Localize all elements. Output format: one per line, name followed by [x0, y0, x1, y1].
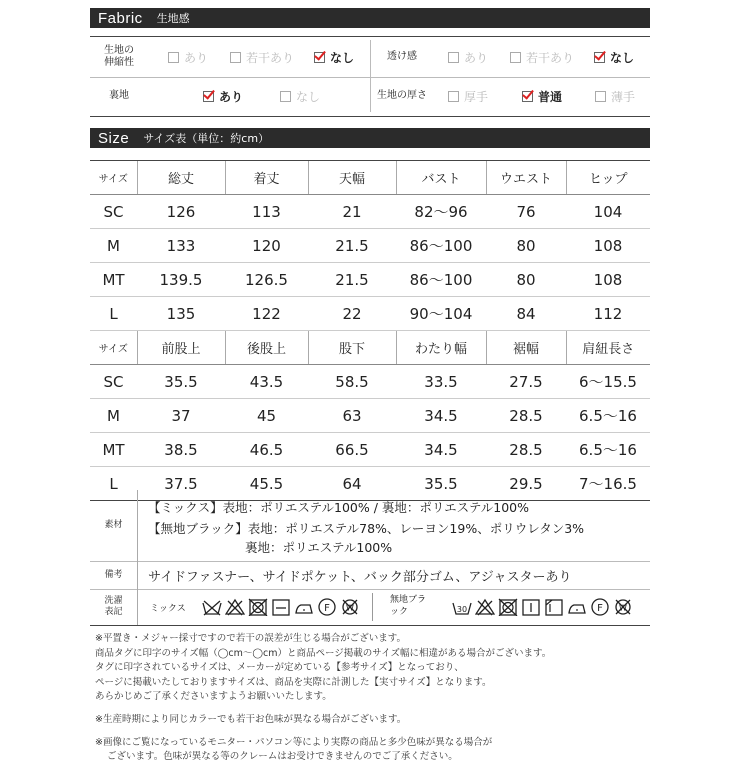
checked-checkbox-icon: [314, 52, 325, 63]
header-cell: 天幅: [308, 161, 396, 195]
note-line: ※平置き・メジャー採寸ですので若干の誤差が生じる場合がございます。: [95, 633, 407, 644]
wash-tub-icon: [452, 598, 472, 616]
header-cell: 着丈: [225, 161, 308, 195]
stretch-label-text: 生地の伸縮性: [104, 45, 134, 68]
sheer-label-text: 透け感: [387, 51, 417, 62]
size-label-cell: サイズ: [90, 331, 137, 365]
washing-plain-label: 無地ブラック: [390, 595, 427, 617]
value-cell: 90〜104: [396, 297, 486, 331]
table-row: [90, 263, 650, 297]
value-cell: 133: [137, 229, 225, 263]
value-cell: 37.5: [137, 467, 225, 501]
table-row: [90, 433, 650, 467]
header-cell: 股下: [308, 331, 396, 365]
svg-text:30: 30: [456, 605, 468, 614]
checked-checkbox-icon: [522, 91, 533, 102]
table-row: [90, 195, 650, 229]
value-cell: 45.5: [225, 467, 308, 501]
option-text: 若干あり: [246, 50, 295, 65]
value-cell: 29.5: [486, 467, 566, 501]
note-line: ※画像にご覧になっているモニター・パソコン等により実際の商品と多少色味が異なる場合が: [95, 736, 493, 748]
value-cell: 82〜96: [396, 195, 486, 229]
value-cell: 58.5: [308, 365, 396, 399]
value-cell: 66.5: [308, 433, 396, 467]
size-cell: M: [90, 229, 137, 263]
value-cell: 6.5〜16: [566, 433, 650, 467]
value-cell: 37: [137, 399, 225, 433]
header-cell: 肩紐長さ: [566, 331, 650, 365]
no-wet-clean-icon: [613, 598, 633, 616]
washing-label-text: 洗濯表記: [104, 596, 123, 617]
value-cell: 113: [225, 195, 308, 229]
value-cell: 120: [225, 229, 308, 263]
svg-text:W: W: [619, 603, 627, 613]
dry-clean-f-icon: [590, 598, 610, 616]
value-cell: 64: [308, 467, 396, 501]
note-line: あらかじめご了承くださいますようお願いいたします。: [95, 691, 332, 703]
note-line: ※生産時期により同じカラーでも若干お色味が異なる場合がございます。: [95, 713, 407, 725]
lining-label-text: 裏地: [109, 90, 129, 101]
option-text: 若干あり: [526, 50, 575, 65]
iron-icon: [294, 598, 314, 616]
stretch-option-yes: [168, 37, 208, 77]
size-header-row-2: [90, 331, 650, 365]
value-cell: 6.5〜16: [566, 399, 650, 433]
washing-mix-label: ミックス: [150, 604, 186, 614]
value-cell: 135: [137, 297, 225, 331]
thickness-option-thin: [595, 76, 635, 116]
header-cell: わたり幅: [396, 331, 486, 365]
value-cell: 80: [486, 229, 566, 263]
checkbox-icon: [448, 52, 459, 63]
svg-text:F: F: [597, 603, 603, 614]
thickness-option-thick: [448, 76, 488, 116]
checked-checkbox-icon: [594, 52, 605, 63]
value-cell: 108: [566, 229, 650, 263]
washing-label: [90, 589, 138, 625]
size-cell: MT: [90, 433, 137, 467]
table-row: [90, 399, 650, 433]
lining-label: [90, 76, 148, 116]
fabric-header-jp: 生地感: [156, 12, 190, 25]
header-cell: 後股上: [225, 331, 308, 365]
thickness-label: [374, 76, 430, 116]
thickness-label-text: 生地の厚さ: [377, 90, 427, 101]
value-cell: 28.5: [486, 433, 566, 467]
thickness-option-normal: [522, 76, 562, 116]
svg-text:F: F: [324, 603, 330, 614]
value-cell: 126.5: [225, 263, 308, 297]
value-cell: 84: [486, 297, 566, 331]
size-cell: M: [90, 399, 137, 433]
dry-flat-icon: [271, 598, 291, 616]
size-header-jp: サイズ表（単位：約cm）: [143, 132, 270, 145]
checked-checkbox-icon: [203, 91, 214, 102]
value-cell: 35.5: [396, 467, 486, 501]
header-cell: バスト: [396, 161, 486, 195]
line-dry-icon: [521, 598, 541, 616]
sheer-option-no: [594, 37, 634, 77]
stretch-option-no: [314, 37, 354, 77]
option-text: あり: [219, 89, 244, 104]
value-cell: 104: [566, 195, 650, 229]
washing-divider: [372, 593, 373, 621]
header-cell: 総丈: [137, 161, 225, 195]
value-cell: 27.5: [486, 365, 566, 399]
header-cell: 裾幅: [486, 331, 566, 365]
no-bleach-icon: [225, 598, 245, 616]
no-wet-clean-icon: [340, 598, 360, 616]
option-text: なし: [330, 50, 355, 65]
size-cell: L: [90, 297, 137, 331]
value-cell: 139.5: [137, 263, 225, 297]
fabric-divider: [370, 40, 371, 112]
fabric-header-en: Fabric: [98, 9, 143, 27]
value-cell: 34.5: [396, 399, 486, 433]
value-cell: 6〜15.5: [566, 365, 650, 399]
option-text: 薄手: [611, 89, 636, 104]
value-cell: 45: [225, 399, 308, 433]
checkbox-icon: [595, 91, 606, 102]
option-text: あり: [184, 50, 209, 65]
option-text: なし: [296, 89, 321, 104]
checkbox-icon: [448, 91, 459, 102]
remarks-section: [90, 561, 650, 590]
value-cell: 21.5: [308, 263, 396, 297]
washing-icons-mix: [202, 597, 363, 617]
lining-option-no: [280, 76, 320, 116]
header-cell: ウエスト: [486, 161, 566, 195]
value-cell: 126: [137, 195, 225, 229]
size-header: [90, 128, 650, 148]
size-cell: L: [90, 467, 137, 501]
value-cell: 86〜100: [396, 229, 486, 263]
checkbox-icon: [280, 91, 291, 102]
no-tumble-dry-icon: [248, 598, 268, 616]
material-line-plain: 【無地ブラック】表地：ポリエステル78%、レーヨン19%、ポリウレタン3%: [148, 521, 585, 536]
note-line: タグに印字されているサイズは、メーカーが定めている【参考サイズ】となっており、: [95, 662, 464, 674]
value-cell: 86〜100: [396, 263, 486, 297]
note-line: ございます。色味が異なる等のクレームはお受けできませんのでご了承ください。: [107, 751, 458, 763]
checkbox-icon: [168, 52, 179, 63]
value-cell: 43.5: [225, 365, 308, 399]
header-cell: 前股上: [137, 331, 225, 365]
value-cell: 7〜16.5: [566, 467, 650, 501]
sheer-option-yes: [448, 37, 488, 77]
value-cell: 80: [486, 263, 566, 297]
notes-section: [95, 632, 655, 765]
shade-dry-icon: [544, 598, 564, 616]
stretch-label: [90, 37, 148, 77]
table-row: [90, 229, 650, 263]
value-cell: 28.5: [486, 399, 566, 433]
size-cell: MT: [90, 263, 137, 297]
remarks-text: サイドファスナー、サイドポケット、バック部分ゴム、アジャスターあり: [148, 570, 572, 585]
sheer-label: [376, 37, 428, 77]
material-line-lining: 裏地：ポリエステル100%: [245, 540, 393, 555]
material-section: [90, 490, 650, 562]
lining-option-yes: [203, 76, 243, 116]
size-table: [90, 160, 650, 501]
svg-text:W: W: [346, 603, 354, 613]
value-cell: 63: [308, 399, 396, 433]
value-cell: 35.5: [137, 365, 225, 399]
note-line: ページに掲載いたしておりますサイズは、商品を実際に計測した【実寸サイズ】となります。: [95, 676, 492, 688]
option-text: あり: [464, 50, 489, 65]
no-bleach-icon: [475, 598, 495, 616]
size-header-row-1: [90, 161, 650, 195]
checkbox-icon: [230, 52, 241, 63]
stretch-option-slight: [230, 37, 294, 77]
option-text: なし: [610, 50, 635, 65]
hand-wash-icon: [202, 598, 222, 616]
option-text: 厚手: [464, 89, 489, 104]
size-header-en: Size: [98, 129, 130, 147]
option-text: 普通: [538, 89, 563, 104]
value-cell: 108: [566, 263, 650, 297]
checkbox-icon: [510, 52, 521, 63]
table-row: [90, 297, 650, 331]
table-row: [90, 365, 650, 399]
value-cell: 46.5: [225, 433, 308, 467]
washing-icons-plain: [452, 597, 636, 617]
fabric-header: [90, 8, 650, 28]
iron-icon: [567, 598, 587, 616]
value-cell: 33.5: [396, 365, 486, 399]
value-cell: 38.5: [137, 433, 225, 467]
value-cell: 21: [308, 195, 396, 229]
remarks-label: 備考: [90, 561, 138, 589]
value-cell: 34.5: [396, 433, 486, 467]
size-cell: SC: [90, 195, 137, 229]
washing-section: [90, 589, 650, 626]
size-cell: SC: [90, 365, 137, 399]
value-cell: 22: [308, 297, 396, 331]
value-cell: 122: [225, 297, 308, 331]
fabric-table: [90, 36, 650, 116]
dry-clean-f-icon: [317, 598, 337, 616]
material-label: 素材: [90, 490, 138, 561]
no-tumble-dry-icon: [498, 598, 518, 616]
size-label-cell: サイズ: [90, 161, 137, 195]
sheer-option-slight: [510, 37, 574, 77]
material-line-mix: 【ミックス】表地：ポリエステル100% / 裏地：ポリエステル100%: [148, 500, 530, 515]
note-line: 商品タグに印字のサイズ幅（◯cm〜◯cm）と商品ページ掲載のサイズ幅に相違がある場合がございます。: [95, 647, 552, 659]
value-cell: 112: [566, 297, 650, 331]
header-cell: ヒップ: [566, 161, 650, 195]
value-cell: 76: [486, 195, 566, 229]
value-cell: 21.5: [308, 229, 396, 263]
